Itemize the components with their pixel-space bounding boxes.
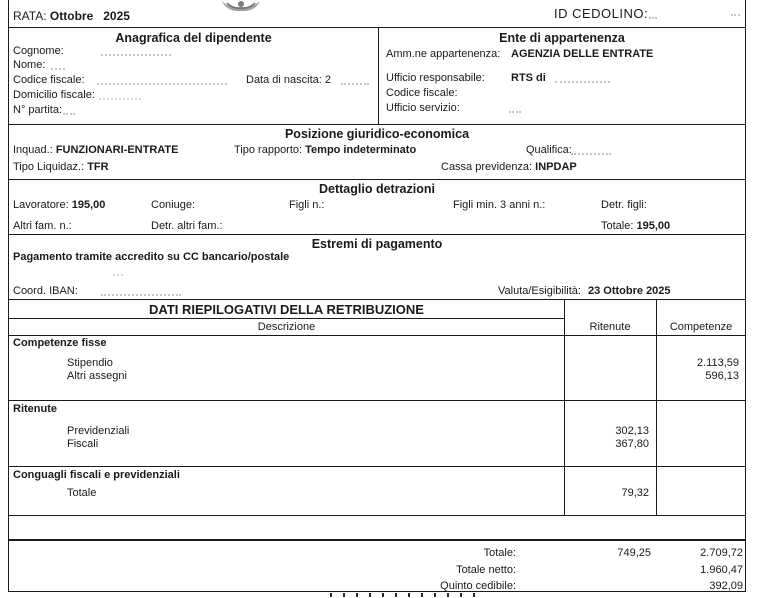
ente-title: Ente di appartenenza [499,31,625,45]
iban-label: Coord. IBAN: [13,285,78,297]
group-header: Ritenute [13,403,57,415]
anagrafica-panel [9,28,379,124]
ufficio-servizio-label: Ufficio servizio: [386,102,460,114]
divider [9,515,745,516]
redacted-value [101,48,171,56]
redacted-value [101,288,181,296]
lavoratore-label: Lavoratore: [13,199,69,211]
rata-value: Ottobre 2025 [49,9,130,23]
pagamento-title: Estremi di pagamento [311,237,443,251]
nome-label: Nome: [13,59,46,71]
redacted-value [99,92,141,100]
ammne-label: Amm.ne appartenenza: [386,48,501,60]
table-row-ritenute: 367,80 [615,438,649,450]
data-nascita-value: 2 [324,74,332,86]
redacted-value [63,107,75,115]
footer-competenze: 2.709,72 [700,547,743,559]
table-row-ritenute: 79,32 [621,487,649,499]
lavoratore-value: 195,00 [71,199,106,211]
column-header-competenze: Competenze [669,321,733,333]
table-row-competenze: 2.113,59 [696,357,739,369]
rata-field [13,9,130,23]
ufficio-responsabile-label: Ufficio responsabile: [386,72,485,84]
redacted-value [97,77,227,85]
totals-footer [9,541,745,592]
table-row-desc: Stipendio [67,357,113,369]
footer-competenze: 392,09 [709,580,743,592]
tipo-rapporto-label: Tipo rapporto: [234,144,303,156]
table-row-desc: Fiscali [67,438,99,450]
altri-fam-label: Altri fam. n.: [13,220,72,232]
inquad-value: FUNZIONARI-ENTRATE [55,144,179,156]
detrazioni-totale-field [601,220,670,232]
footer-label: Quinto cedibile: [440,580,516,592]
figli-label: Figli n.: [289,199,325,211]
pagamento-section [9,235,745,300]
valuta-label: Valuta/Esigibilità: [498,285,581,297]
lavoratore-field [13,199,105,211]
table-row-ritenute: 302,13 [615,425,649,437]
footer-competenze: 1.960,47 [700,564,743,576]
column-divider [656,300,657,515]
codice-fiscale-label: Codice fiscale: [13,74,85,86]
data-nascita-label: Data di nascita: [246,74,322,86]
divider [9,466,745,467]
tipo-rapporto-field [234,144,416,156]
redacted-value [649,11,657,19]
detrazioni-totale-value: 195,00 [636,220,671,232]
redacted-value [731,8,740,16]
header-bar [9,0,745,28]
posizione-section [9,125,745,180]
ente-panel [379,28,745,124]
divider [9,400,745,401]
metodo-pagamento: Pagamento tramite accredito su CC bancario/postale [13,251,290,263]
posizione-title: Posizione giuridico-economica [284,127,470,141]
redacted-value [51,62,65,70]
tipo-liquidaz-field [13,161,109,173]
cassa-previdenza-field [441,161,577,173]
detrazioni-title: Dettaglio detrazioni [319,182,435,196]
id-cedolino-label: ID CEDOLINO: [554,6,649,21]
table-title: DATI RIEPILOGATIVI DELLA RETRIBUZIONE [149,302,424,317]
inquad-field [13,144,178,156]
redacted-value [555,75,610,83]
divider [9,335,745,336]
cut-off-section-title [330,593,480,597]
payslip-document [8,0,746,592]
anagrafica-title: Anagrafica del dipendente [115,31,272,45]
tipo-liquidaz-label: Tipo Liquidaz.: [13,161,85,173]
detr-altri-fam-label: Detr. altri fam.: [151,220,223,232]
rata-label: RATA: [13,9,47,23]
table-row-competenze: 596,13 [705,370,739,382]
table-row-desc: Altri assegni [67,370,127,382]
column-header-descrizione: Descrizione [257,321,316,333]
footer-label: Totale netto: [456,564,516,576]
tipo-liquidaz-value: TFR [87,161,109,173]
cassa-previdenza-value: INPDAP [535,161,577,173]
cognome-label: Cognome: [13,45,64,57]
identity-section [9,28,745,125]
figli-min-label: Figli min. 3 anni n.: [453,199,546,211]
group-header: Conguagli fiscali e previdenziali [13,469,180,481]
redacted-value [113,268,123,276]
qualifica-label: Qualifica: [526,144,572,156]
footer-label: Totale: [483,547,516,559]
detr-figli-label: Detr. figli: [601,199,647,211]
table-row-desc: Previdenziali [67,425,130,437]
divider [9,318,564,319]
table-row-desc: Totale [67,487,97,499]
ammne-value: AGENZIA DELLE ENTRATE [511,48,654,60]
detrazioni-totale-label: Totale: [601,220,634,232]
coniuge-label: Coniuge: [151,199,196,211]
ente-codice-fiscale-label: Codice fiscale: [386,87,458,99]
group-header: Competenze fisse [13,337,107,349]
inquad-label: Inquad.: [13,144,53,156]
cassa-previdenza-label: Cassa previdenza: [441,161,533,173]
riepilogo-table [9,300,745,541]
redacted-value [341,77,369,85]
ufficio-responsabile-value: RTS di [511,72,546,84]
redacted-value [571,147,611,155]
tipo-rapporto-value: Tempo indeterminato [305,144,417,156]
column-header-ritenute: Ritenute [589,321,631,333]
valuta-value: 23 Ottobre 2025 [588,285,671,297]
redacted-value [509,105,521,113]
detrazioni-section [9,180,745,235]
footer-ritenute: 749,25 [617,547,651,559]
partita-label: N° partita: [13,104,63,116]
column-divider [564,300,565,515]
data-nascita-field [246,74,331,86]
domicilio-label: Domicilio fiscale: [13,89,95,101]
